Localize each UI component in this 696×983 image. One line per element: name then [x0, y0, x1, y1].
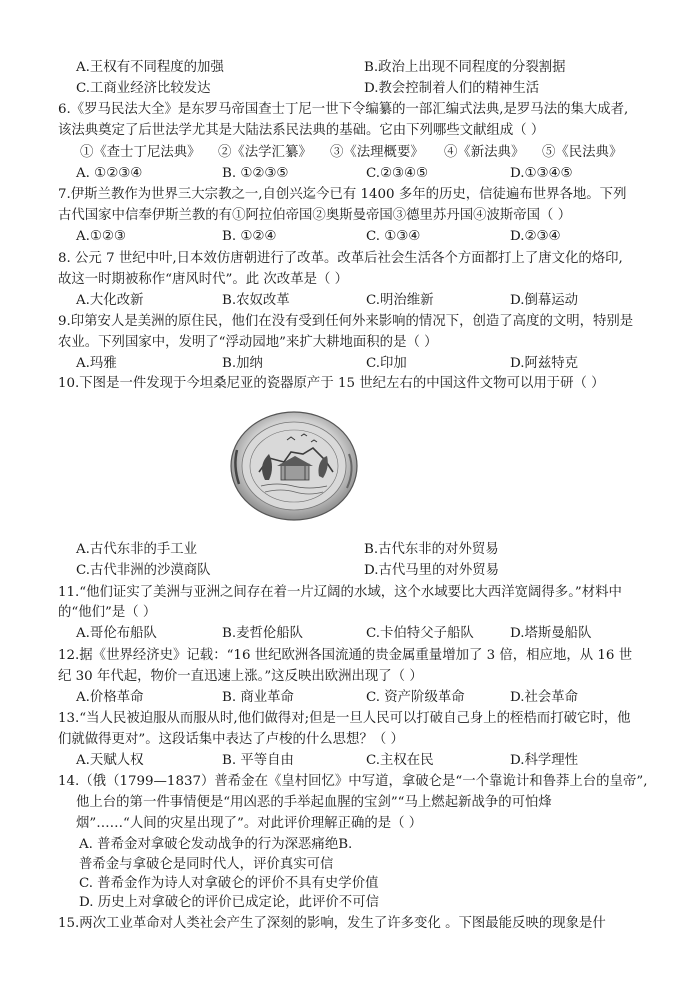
q11-option-d: D.塔斯曼船队 — [510, 626, 592, 641]
q5-option-a: A.王权有不同程度的加强 — [76, 60, 224, 75]
q9-stem-line2: 农业。下列国家中，发明了“浮动园地”来扩大耕地面积的是（ ） — [58, 335, 438, 350]
q10-option-b: B.古代东非的对外贸易 — [364, 542, 499, 557]
q12-option-d: D.社会革命 — [510, 690, 579, 705]
q6-stem-line1: 6.《罗马民法大全》是东罗马帝国查士丁尼一世下令编纂的一部汇编式法典,是罗马法的集大成者, — [58, 102, 629, 117]
q15-stem-line1: 15.两次工业革命对人类社会产生了深刻的影响，发生了许多变化 。下图最能反映的现象是什 — [58, 916, 606, 931]
q14-stem-line2: 他上台的第一件事情便是“用凶恶的手举起血腥的宝剑”“马上燃起新战争的可怕烽 — [76, 795, 552, 810]
q7-option-c: C. ①③④ — [366, 229, 421, 244]
q5-option-d: D.教会控制着人们的精神生活 — [364, 81, 540, 96]
q10-option-a: A.古代东非的手工业 — [76, 542, 198, 557]
q7-option-a: A.①②③ — [76, 229, 126, 244]
q11-option-a: A.哥伦布船队 — [76, 626, 157, 641]
q11-stem-line2: 的“他们”是（ ） — [58, 605, 157, 620]
q7-stem-line1: 7.伊斯兰教作为世界三大宗教之一,自创兴迄今已有 1400 多年的历史，信徒遍布世界各地。下列 — [58, 187, 627, 202]
q13-option-b: B. 平等自由 — [222, 753, 294, 768]
q8-option-c: C.明治维新 — [366, 293, 434, 308]
q14-stem-line3: 烟”……“人间的灾星出现了”。对此评价理解正确的是（ ） — [76, 816, 423, 831]
q10-option-c: C.古代非洲的沙漠商队 — [76, 563, 211, 578]
q7-option-b: B. ①②④ — [222, 229, 277, 244]
q12-stem-line1: 12.据《世界经济史》记载：“16 世纪欧洲各国流通的贵金属重量增加了 3 倍，相应地，从 16 世 — [58, 648, 633, 663]
q7-stem-line2: 古代国家中信奉伊斯兰教的有①阿拉伯帝国②奥斯曼帝国③德里苏丹国④波斯帝国（ ） — [58, 208, 572, 223]
q12-stem-line2: 纪 30 年代起，物价一直迅速上涨。”这反映出欧洲出现了（ ） — [58, 669, 423, 684]
porcelain-plate-image — [229, 410, 359, 522]
q12-option-c: C. 资产阶级革命 — [366, 690, 465, 705]
q8-option-a: A.大化改新 — [76, 293, 144, 308]
q9-option-c: C.印加 — [366, 356, 407, 371]
q13-option-a: A.天赋人权 — [76, 753, 144, 768]
q6-item-4: ④《新法典》 — [444, 145, 525, 160]
q8-stem-line1: 8. 公元 7 世纪中叶,日本效仿唐朝进行了改革。改革后社会生活各个方面都打上了唐文化的烙印, — [58, 251, 623, 266]
q14-stem-line1: 14.（俄（1799—1837）普希金在《皇村回忆》中写道，拿破仑是“一个靠诡计和鲁莽上台的皇帝”, — [58, 774, 648, 789]
q6-option-b: B. ①②③⑤ — [222, 166, 289, 181]
q6-item-1: ①《查士丁尼法典》 — [80, 145, 201, 160]
q14-option-a: A. 普希金对拿破仑发动战争的行为深恶痛绝B. — [79, 837, 353, 852]
q8-stem-line2: 故这一时期被称作“唐风时代”。此 次改革是（ ） — [58, 272, 349, 287]
q9-option-b: B.加纳 — [222, 356, 263, 371]
q13-stem-line2: 们就做得更对”。这段话集中表达了卢梭的什么思想？（ ） — [58, 732, 404, 747]
q10-stem: 10.下图是一件发现于今坦桑尼亚的瓷器原产于 15 世纪左右的中国这件文物可以用于研（ ） — [58, 376, 605, 391]
q5-option-c: C.工商业经济比较发达 — [76, 81, 211, 96]
q12-option-a: A.价格革命 — [76, 690, 144, 705]
q8-option-d: D.倒幕运动 — [510, 293, 579, 308]
q13-stem-line1: 13.“当人民被迫服从而服从时,他们做得对;但是一旦人民可以打破自己身上的桎梏而打破它时，他 — [58, 711, 631, 726]
q14-option-d: D. 历史上对拿破仑的评价已成定论，此评价不可信 — [79, 895, 379, 910]
q9-option-a: A.玛雅 — [76, 356, 117, 371]
q8-option-b: B.农奴改革 — [222, 293, 290, 308]
q13-option-d: D.科学理性 — [510, 753, 579, 768]
q11-option-b: B.麦哲伦船队 — [222, 626, 304, 641]
q6-stem-line2: 该法典奠定了后世法学尤其是大陆法系民法典的基础。它由下列哪些文献组成（ ） — [58, 123, 545, 138]
q9-stem-line1: 9.印第安人是美洲的原住民，他们在没有受到任何外来影响的情况下，创造了高度的文明，特别是 — [58, 314, 634, 329]
q6-item-3: ③《法理概要》 — [330, 145, 424, 160]
q14-option-b: 普希金与拿破仑是同时代人，评价真实可信 — [79, 857, 334, 872]
q6-option-a: A. ①②③④ — [76, 166, 143, 181]
q11-stem-line1: 11.“他们证实了美洲与亚洲之间存在着一片辽阔的水域，这个水域要比大西洋宽阔得多。”材料中 — [58, 585, 622, 600]
q6-option-c: C.②③④⑤ — [366, 166, 429, 181]
q5-option-b: B.政治上出现不同程度的分裂割据 — [364, 60, 566, 75]
q13-option-c: C.主权在民 — [366, 753, 434, 768]
q14-option-c: C. 普希金作为诗人对拿破仑的评价不具有史学价值 — [79, 876, 379, 891]
q12-option-b: B. 商业革命 — [222, 690, 294, 705]
q6-item-5: ⑤《民法典》 — [542, 145, 623, 160]
q6-item-2: ②《法学汇纂》 — [218, 145, 312, 160]
q10-option-d: D.古代马里的对外贸易 — [364, 563, 500, 578]
q7-option-d: D.②③④ — [510, 229, 561, 244]
q9-option-d: D.阿兹特克 — [510, 356, 579, 371]
q6-option-d: D.①③④⑤ — [510, 166, 573, 181]
q11-option-c: C.卡伯特父子船队 — [366, 626, 474, 641]
